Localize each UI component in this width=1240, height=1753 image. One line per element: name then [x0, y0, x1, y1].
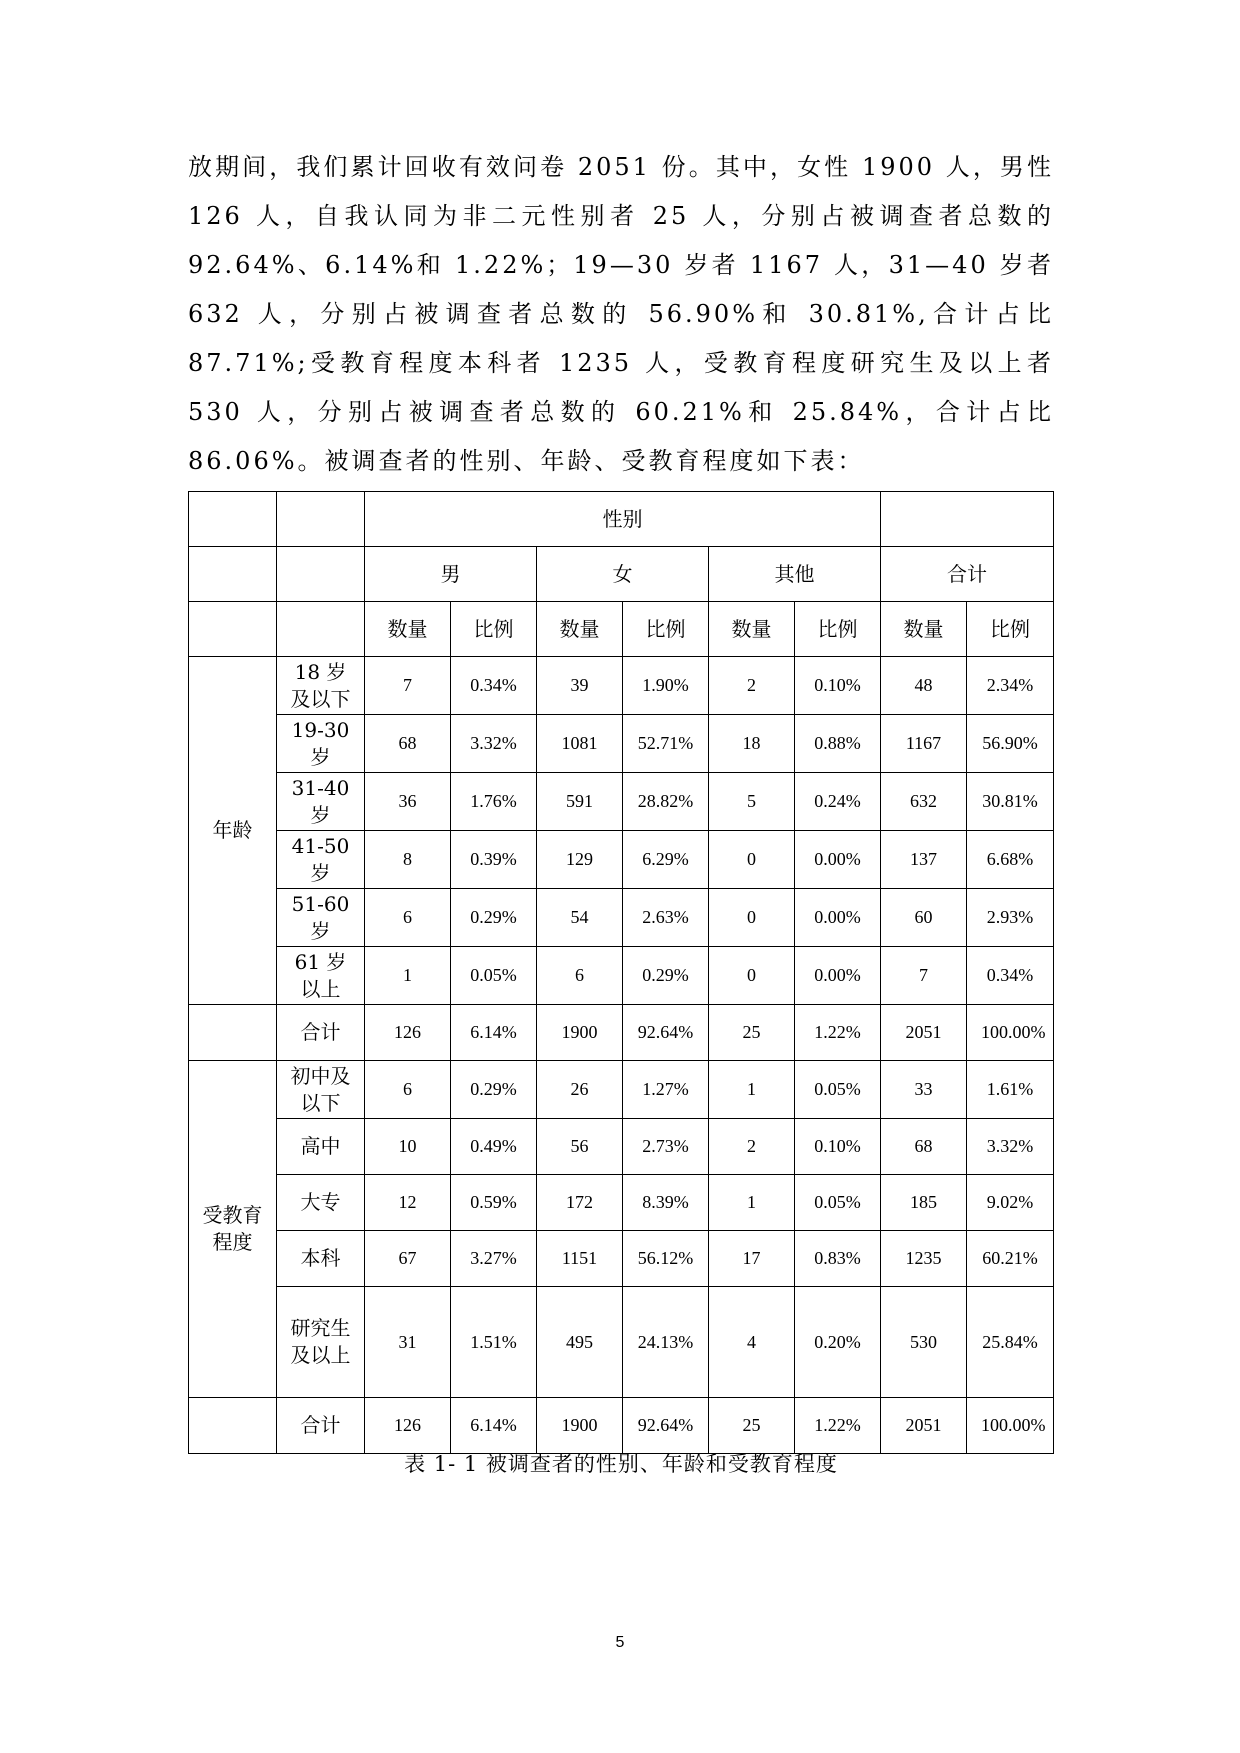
count-cell: 172 — [537, 1175, 623, 1231]
total-ratio-cell: 92.64% — [623, 1005, 709, 1061]
total-count-cell: 2051 — [881, 1398, 967, 1454]
empty-cell — [189, 547, 277, 602]
count-cell: 39 — [537, 657, 623, 715]
table-row — [189, 889, 1054, 947]
count-header: 数量 — [537, 602, 623, 657]
header-row-gender — [189, 492, 1054, 547]
ratio-cell: 6.68% — [967, 831, 1054, 889]
ratio-cell: 0.29% — [451, 889, 537, 947]
ratio-cell: 0.05% — [795, 1061, 881, 1119]
ratio-header: 比例 — [451, 602, 537, 657]
total-count-cell: 25 — [709, 1005, 795, 1061]
total-count-cell: 126 — [365, 1005, 451, 1061]
table-total-row — [189, 1005, 1054, 1061]
count-header: 数量 — [709, 602, 795, 657]
count-header: 数量 — [365, 602, 451, 657]
ratio-cell: 0.00% — [795, 889, 881, 947]
total-ratio-cell: 92.64% — [623, 1398, 709, 1454]
empty-cell — [189, 492, 277, 547]
ratio-cell: 0.10% — [795, 657, 881, 715]
group-header-male: 男 — [365, 547, 537, 602]
total-label: 合计 — [277, 1398, 365, 1454]
row-label: 初中及以下 — [277, 1061, 365, 1119]
row-label: 31-40 岁 — [277, 773, 365, 831]
ratio-cell: 3.32% — [967, 1119, 1054, 1175]
row-label: 19-30 岁 — [277, 715, 365, 773]
total-count-cell: 1900 — [537, 1005, 623, 1061]
ratio-cell: 1.76% — [451, 773, 537, 831]
count-cell: 67 — [365, 1231, 451, 1287]
table-row — [189, 657, 1054, 715]
count-cell: 8 — [365, 831, 451, 889]
count-cell: 7 — [365, 657, 451, 715]
ratio-cell: 0.83% — [795, 1231, 881, 1287]
total-ratio-cell: 6.14% — [451, 1398, 537, 1454]
count-cell: 12 — [365, 1175, 451, 1231]
count-cell: 1081 — [537, 715, 623, 773]
ratio-header: 比例 — [623, 602, 709, 657]
ratio-cell: 56.90% — [967, 715, 1054, 773]
header-row-metrics — [189, 602, 1054, 657]
count-cell: 632 — [881, 773, 967, 831]
ratio-cell: 0.29% — [623, 947, 709, 1005]
ratio-cell: 1.90% — [623, 657, 709, 715]
ratio-cell: 0.34% — [451, 657, 537, 715]
ratio-cell: 0.05% — [795, 1175, 881, 1231]
count-header: 数量 — [881, 602, 967, 657]
ratio-cell: 30.81% — [967, 773, 1054, 831]
total-count-cell: 25 — [709, 1398, 795, 1454]
row-label: 61 岁以上 — [277, 947, 365, 1005]
respondent-stats-table — [188, 491, 1054, 1454]
count-cell: 2 — [709, 1119, 795, 1175]
count-cell: 56 — [537, 1119, 623, 1175]
empty-cell — [277, 547, 365, 602]
count-cell: 1151 — [537, 1231, 623, 1287]
ratio-cell: 1.51% — [451, 1287, 537, 1398]
ratio-cell: 3.27% — [451, 1231, 537, 1287]
ratio-cell: 0.34% — [967, 947, 1054, 1005]
table-row — [189, 773, 1054, 831]
total-ratio-cell: 1.22% — [795, 1005, 881, 1061]
count-cell: 26 — [537, 1061, 623, 1119]
count-cell: 591 — [537, 773, 623, 831]
ratio-cell: 28.82% — [623, 773, 709, 831]
row-label: 51-60 岁 — [277, 889, 365, 947]
education-category-cell: 受教育程度 — [189, 1061, 277, 1398]
table-row — [189, 1061, 1054, 1119]
ratio-cell: 3.32% — [451, 715, 537, 773]
empty-cell — [189, 1005, 277, 1061]
count-cell: 129 — [537, 831, 623, 889]
ratio-cell: 24.13% — [623, 1287, 709, 1398]
total-count-cell: 1900 — [537, 1398, 623, 1454]
count-cell: 530 — [881, 1287, 967, 1398]
ratio-cell: 2.73% — [623, 1119, 709, 1175]
count-cell: 0 — [709, 889, 795, 947]
row-label: 18 岁及以下 — [277, 657, 365, 715]
table-row — [189, 1175, 1054, 1231]
count-cell: 137 — [881, 831, 967, 889]
group-header-other: 其他 — [709, 547, 881, 602]
table-row — [189, 1287, 1054, 1398]
empty-cell — [189, 1398, 277, 1454]
count-cell: 4 — [709, 1287, 795, 1398]
total-ratio-cell: 100.00% — [967, 1005, 1054, 1061]
count-cell: 7 — [881, 947, 967, 1005]
ratio-cell: 0.00% — [795, 831, 881, 889]
count-cell: 5 — [709, 773, 795, 831]
count-cell: 60 — [881, 889, 967, 947]
ratio-cell: 0.88% — [795, 715, 881, 773]
count-cell: 10 — [365, 1119, 451, 1175]
empty-cell — [277, 492, 365, 547]
ratio-cell: 25.84% — [967, 1287, 1054, 1398]
count-cell: 36 — [365, 773, 451, 831]
ratio-cell: 56.12% — [623, 1231, 709, 1287]
count-cell: 17 — [709, 1231, 795, 1287]
ratio-cell: 0.39% — [451, 831, 537, 889]
ratio-cell: 0.05% — [451, 947, 537, 1005]
gender-header: 性别 — [365, 492, 881, 547]
ratio-cell: 0.10% — [795, 1119, 881, 1175]
count-cell: 31 — [365, 1287, 451, 1398]
ratio-cell: 0.49% — [451, 1119, 537, 1175]
count-cell: 185 — [881, 1175, 967, 1231]
row-label: 研究生及以上 — [277, 1287, 365, 1398]
ratio-cell: 8.39% — [623, 1175, 709, 1231]
ratio-header: 比例 — [967, 602, 1054, 657]
count-cell: 1235 — [881, 1231, 967, 1287]
ratio-cell: 0.24% — [795, 773, 881, 831]
ratio-cell: 2.34% — [967, 657, 1054, 715]
count-cell: 18 — [709, 715, 795, 773]
table-caption: 表 1- 1 被调查者的性别、年龄和受教育程度 — [404, 1452, 838, 1476]
row-label: 本科 — [277, 1231, 365, 1287]
ratio-cell: 0.29% — [451, 1061, 537, 1119]
ratio-cell: 0.20% — [795, 1287, 881, 1398]
table-row — [189, 1231, 1054, 1287]
ratio-cell: 9.02% — [967, 1175, 1054, 1231]
ratio-cell: 1.27% — [623, 1061, 709, 1119]
table-row — [189, 947, 1054, 1005]
row-label: 41-50 岁 — [277, 831, 365, 889]
count-cell: 1 — [709, 1175, 795, 1231]
page-number: 5 — [615, 1634, 625, 1651]
ratio-cell: 2.63% — [623, 889, 709, 947]
total-ratio-cell: 6.14% — [451, 1005, 537, 1061]
total-ratio-cell: 100.00% — [967, 1398, 1054, 1454]
group-header-total: 合计 — [881, 547, 1054, 602]
ratio-cell: 0.00% — [795, 947, 881, 1005]
count-cell: 48 — [881, 657, 967, 715]
ratio-cell: 60.21% — [967, 1231, 1054, 1287]
count-cell: 68 — [881, 1119, 967, 1175]
count-cell: 54 — [537, 889, 623, 947]
age-category-cell: 年龄 — [189, 657, 277, 1005]
count-cell: 6 — [365, 889, 451, 947]
ratio-cell: 2.93% — [967, 889, 1054, 947]
ratio-cell: 0.59% — [451, 1175, 537, 1231]
ratio-cell: 52.71% — [623, 715, 709, 773]
count-cell: 6 — [365, 1061, 451, 1119]
table-row — [189, 715, 1054, 773]
count-cell: 68 — [365, 715, 451, 773]
count-cell: 1 — [709, 1061, 795, 1119]
table-total-row — [189, 1398, 1054, 1454]
ratio-cell: 6.29% — [623, 831, 709, 889]
count-cell: 2 — [709, 657, 795, 715]
table-row — [189, 831, 1054, 889]
total-count-cell: 2051 — [881, 1005, 967, 1061]
count-cell: 33 — [881, 1061, 967, 1119]
count-cell: 6 — [537, 947, 623, 1005]
empty-cell — [277, 602, 365, 657]
empty-cell — [189, 602, 277, 657]
table-row — [189, 1119, 1054, 1175]
group-header-female: 女 — [537, 547, 709, 602]
count-cell: 1167 — [881, 715, 967, 773]
total-count-cell: 126 — [365, 1398, 451, 1454]
body-paragraph: 放期间，我们累计回收有效问卷 2051 份。其中，女性 1900 人，男性 126 人，自我认同为非二元性别者 25 人，分别占被调查者总数的 92.64%、6.14%和 1.22%；19—30 岁者 1167 人，31—40 岁者 632 人，分别占被调查者总数的 56.90%和 30.81%,合计占比 87.71%;受教育程度本科者 1235 人，受教育程度研究生及以上者 530 人，分别占被调查者总数的 60.21%和 25.84%，合计占比 86.06%。被调查者的性别、年龄、受教育程度如下表： — [188, 153, 1054, 475]
count-cell: 0 — [709, 947, 795, 1005]
row-label: 大专 — [277, 1175, 365, 1231]
total-ratio-cell: 1.22% — [795, 1398, 881, 1454]
ratio-cell: 1.61% — [967, 1061, 1054, 1119]
ratio-header: 比例 — [795, 602, 881, 657]
count-cell: 1 — [365, 947, 451, 1005]
total-label: 合计 — [277, 1005, 365, 1061]
header-row-groups — [189, 547, 1054, 602]
empty-cell — [881, 492, 1054, 547]
count-cell: 0 — [709, 831, 795, 889]
count-cell: 495 — [537, 1287, 623, 1398]
row-label: 高中 — [277, 1119, 365, 1175]
